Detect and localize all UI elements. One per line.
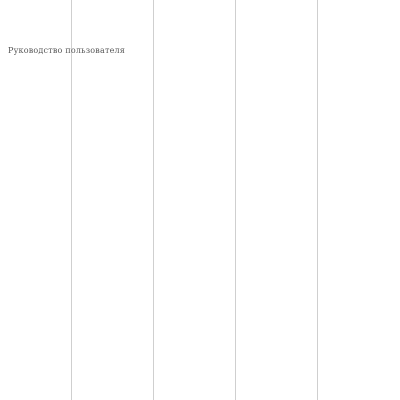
column-1 bbox=[0, 0, 72, 400]
document-title: Руководство пользователя bbox=[8, 46, 126, 55]
column-5 bbox=[318, 0, 400, 400]
column-3 bbox=[154, 0, 236, 400]
column-2 bbox=[72, 0, 154, 400]
column-4 bbox=[236, 0, 318, 400]
